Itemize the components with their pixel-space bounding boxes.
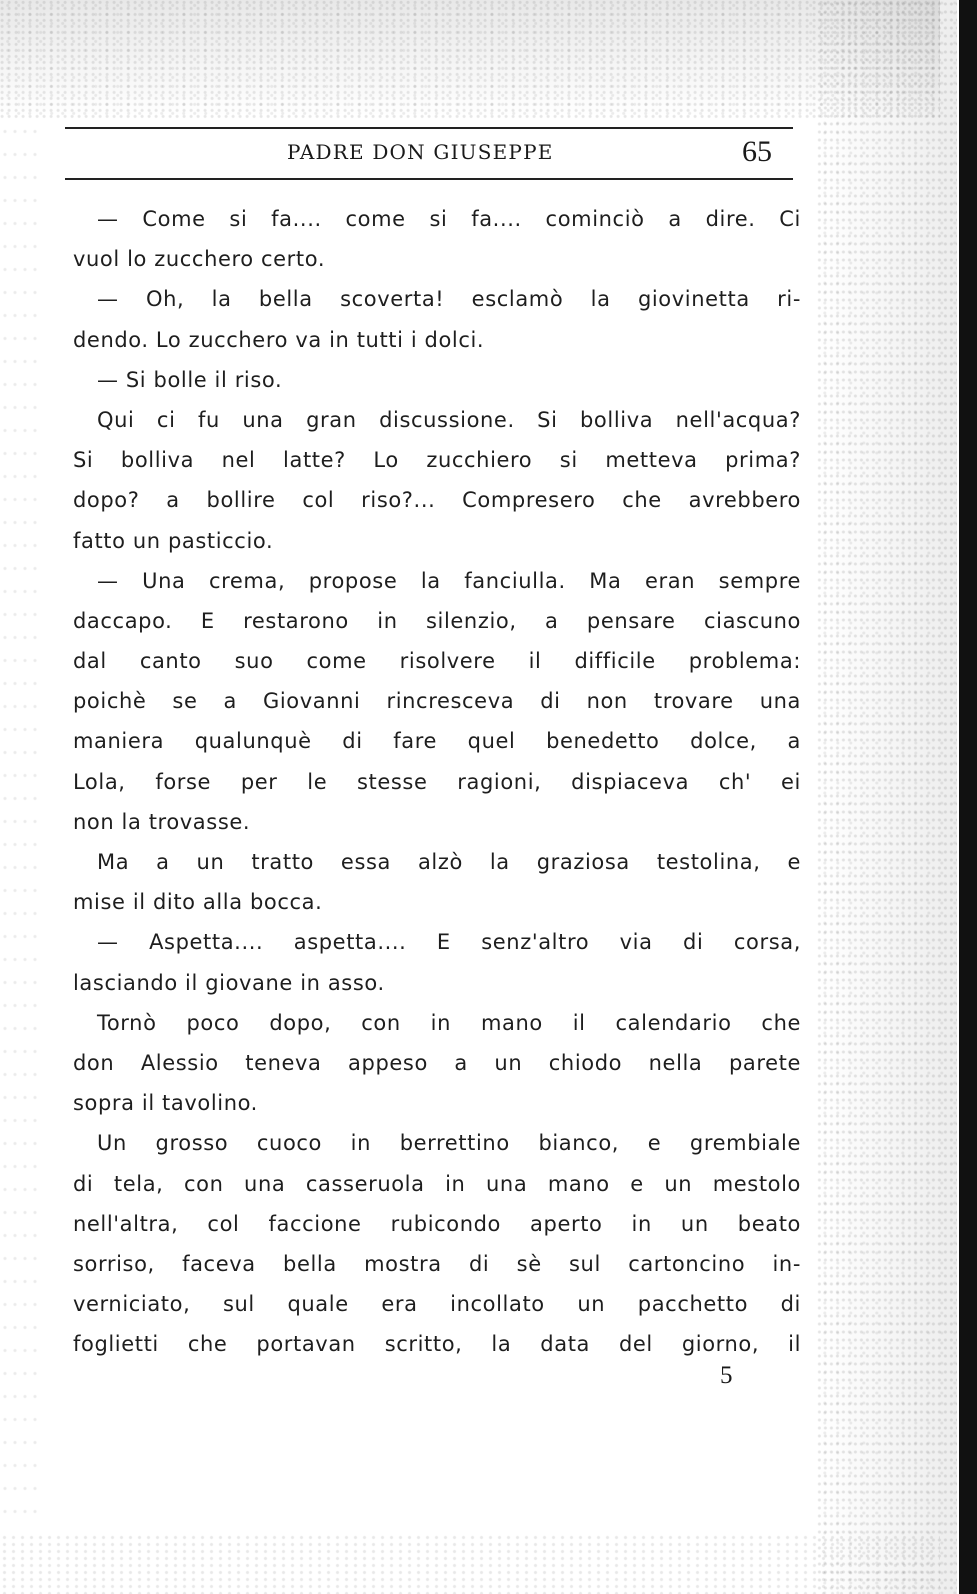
header-rule-bottom	[65, 178, 793, 180]
text-line: dendo. Lo zucchero va in tutti i dolci.	[73, 327, 485, 352]
text-line: — Oh, la bella scoverta! esclamò la giovinetta ri-	[97, 287, 801, 312]
text-line: Tornò poco dopo, con in mano il calendario che	[97, 1010, 801, 1035]
text-line: mise il dito alla bocca.	[73, 890, 323, 915]
text-line: poichè se a Giovanni rincresceva di non trovare una	[73, 689, 801, 714]
text-line: Ma a un tratto essa alzò la graziosa testolina, e	[97, 850, 801, 874]
text-line: Si bolliva nel latte? Lo zucchiero si metteva prima?	[73, 448, 801, 473]
header-rule-top	[65, 127, 793, 129]
text-line: di tela, con una casseruola in una mano e un mestolo	[73, 1171, 801, 1196]
text-line: don Alessio teneva appeso a un chiodo nella parete	[73, 1050, 801, 1075]
text-line: sopra il tavolino.	[73, 1091, 258, 1116]
scan-noise-left	[0, 120, 40, 1520]
scan-noise-right	[817, 0, 957, 1594]
page-number: 65	[742, 135, 772, 168]
running-title: PADRE DON GIUSEPPE	[287, 140, 554, 164]
text-line: Lola, forse per le stesse ragioni, dispiaceva ch' ei	[73, 769, 801, 794]
text-line: dopo? a bollire col riso?... Compresero che avrebbero	[73, 488, 801, 513]
text-line: dal canto suo come risolvere il difficile problema:	[73, 649, 801, 674]
scan-edge-border	[959, 0, 977, 1594]
text-line: Un grosso cuoco in berrettino bianco, e grembiale	[97, 1131, 801, 1156]
text-line: non la trovasse.	[73, 809, 251, 834]
text-line: vuol lo zucchero certo.	[73, 247, 326, 272]
text-line: verniciato, sul quale era incollato un pacchetto di	[73, 1292, 801, 1317]
text-line: maniera qualunquè di fare quel benedetto dolce, a	[73, 729, 801, 754]
text-line: sorriso, faceva bella mostra di sè sul cartoncino in-	[73, 1251, 801, 1276]
text-line: fatto un pasticcio.	[73, 528, 274, 553]
page-header	[65, 134, 793, 174]
body-text	[73, 199, 801, 1364]
text-line: — Una crema, propose la fanciulla. Ma eran sempre	[97, 568, 801, 593]
text-line: daccapo. E restarono in silenzio, a pensare ciascuno	[73, 608, 801, 633]
text-line: — Si bolle il riso.	[97, 367, 283, 392]
signature-mark: 5	[720, 1362, 733, 1389]
text-line: Qui ci fu una gran discussione. Si bolliva nell'acqua?	[97, 407, 801, 432]
scan-noise-top	[0, 0, 940, 120]
text-line: — Come si fa.... come si fa.... cominciò a dire. Ci	[97, 207, 801, 231]
scan-noise-bottom	[0, 1534, 940, 1594]
text-line: — Aspetta.... aspetta.... E senz'altro via di corsa,	[97, 930, 801, 955]
text-line: foglietti che portavan scritto, la data del giorno, il	[73, 1332, 801, 1357]
text-line: nell'altra, col faccione rubicondo aperto in un beato	[73, 1211, 801, 1236]
text-line: lasciando il giovane in asso.	[73, 970, 385, 995]
